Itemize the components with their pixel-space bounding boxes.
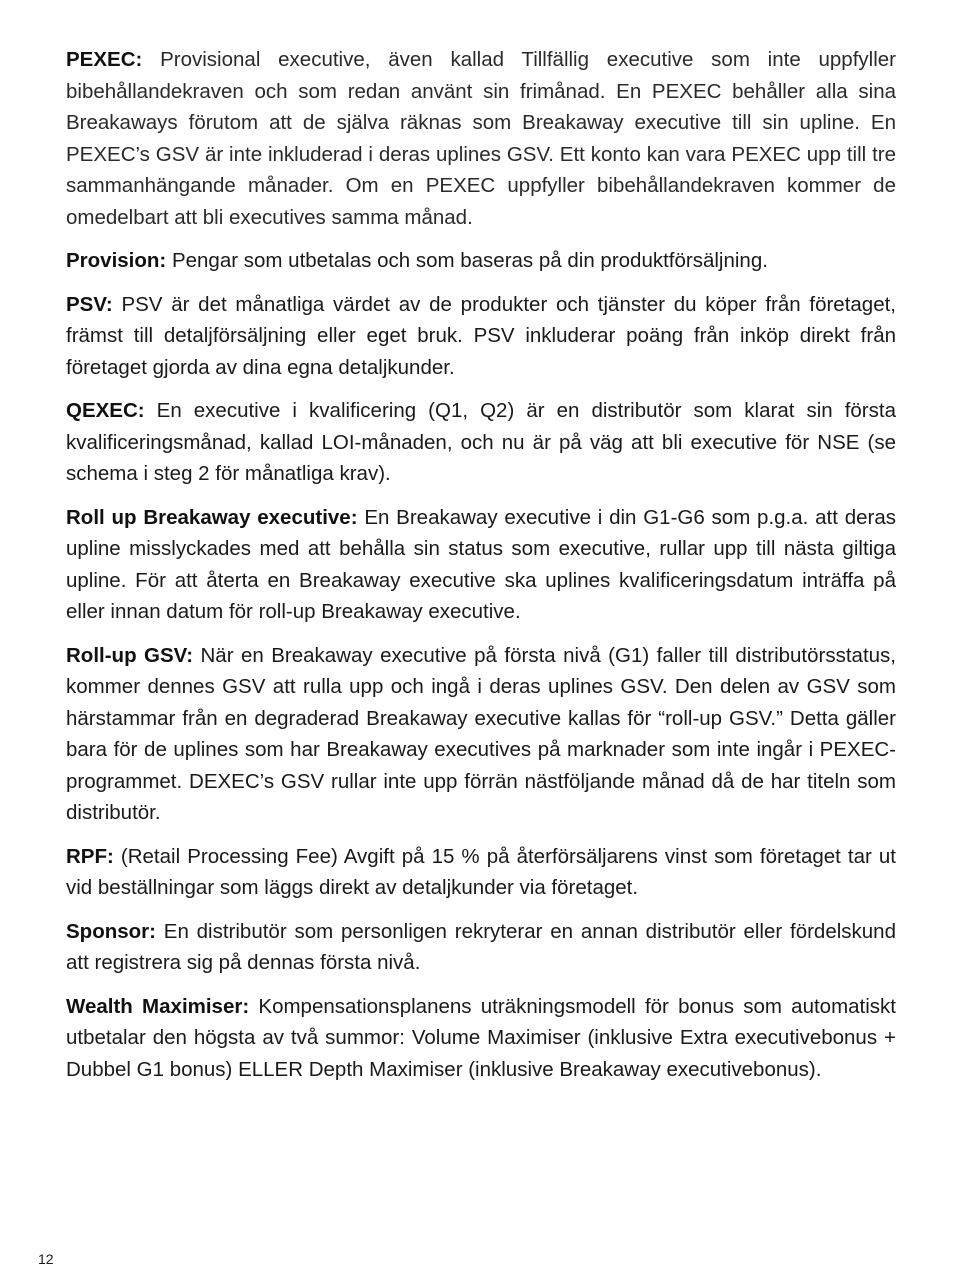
glossary-term: QEXEC:: [66, 399, 145, 422]
glossary-term: Roll-up GSV:: [66, 643, 194, 667]
glossary-term: PEXEC:: [66, 48, 143, 71]
glossary-definition: En Breakaway executive i din G1-G6 som p.g.a. att deras upline misslyckades med att behålla sin status som executive, rullar upp till nästa giltiga upline. För att återta en Breakaway executive ska uplines kvalificeringsdatum inträffa på eller innan datum för roll-up Breakaway executive.: [66, 505, 896, 623]
glossary-entry-provision: [66, 245, 896, 277]
glossary-entry-qexec: [66, 395, 896, 490]
glossary-definition: En distributör som personligen rekryterar en annan distributör eller fördelskund att registrera sig på dennas första nivå.: [66, 919, 896, 974]
glossary-definition: Kompensationsplanens uträkningsmodell för bonus som automatiskt utbetalar den högsta av två summor: Volume Maximiser (inklusive Extra executivebonus + Dubbel G1 bonus) ELLER Depth Maximiser (inklusive Breakaway executivebonus).: [66, 994, 896, 1081]
glossary-term: PSV:: [66, 292, 113, 316]
glossary-entry-rpf: [66, 841, 896, 904]
glossary-entry-psv: [66, 289, 896, 384]
glossary-entry-roll-up-breakaway: [66, 502, 896, 628]
glossary-definition: En executive i kvalificering (Q1, Q2) är en distributör som klarat sin första kvalificeringsmånad, kallad LOI-månaden, och nu är på väg att bli executive för NSE (se schema i steg 2 för månatliga krav).: [66, 399, 896, 485]
glossary-definition: Pengar som utbetalas och som baseras på din produktförsäljning.: [166, 249, 768, 272]
glossary-term: Provision:: [66, 249, 167, 272]
glossary-definition: Provisional executive, även kallad Tillfällig executive som inte uppfyller bibehållandekraven och som redan använt sin frimånad. En PEXEC behåller alla sina Breakaways förutom att de själva räknas som Breakaway executive till sin upline. En PEXEC’s GSV är inte inkluderad i deras uplines GSV. Ett konto kan vara PEXEC upp till tre sammanhängande månader. Om en PEXEC uppfyller bibehållandekraven kommer de omedelbart att bli executives samma månad.: [66, 48, 896, 229]
glossary-term: RPF:: [66, 844, 114, 868]
glossary-entry-sponsor: [66, 916, 896, 979]
glossary-definition: PSV är det månatliga värdet av de produkter och tjänster du köper från företaget, främst till detaljförsäljning eller eget bruk. PSV inkluderar poäng från inköp direkt från företaget gjorda av dina egna detaljkunder.: [66, 292, 896, 379]
glossary-term: Roll up Breakaway executive:: [66, 505, 358, 529]
glossary-term: Sponsor:: [66, 919, 156, 943]
glossary-page: [66, 44, 896, 1097]
glossary-entry-pexec: [66, 44, 896, 233]
glossary-entry-wealth-maximiser: [66, 991, 896, 1086]
page-number: 12: [38, 1251, 54, 1267]
glossary-term: Wealth Maximiser:: [66, 994, 250, 1018]
glossary-entry-roll-up-gsv: [66, 640, 896, 829]
glossary-definition: (Retail Processing Fee) Avgift på 15 % på återförsäljarens vinst som företaget tar ut vid beställningar som läggs direkt av detaljkunder via företaget.: [66, 844, 896, 899]
glossary-definition: När en Breakaway executive på första nivå (G1) faller till distributörsstatus, kommer dennes GSV att rulla upp och ingå i deras uplines GSV. Den delen av GSV som härstammar från en degraderad Breakaway executive kallas för “roll-up GSV.” Detta gäller bara för de uplines som har Breakaway executives på marknader som inte ingår i PEXEC-programmet. DEXEC’s GSV rullar inte upp förrän nästföljande månad då de har titeln som distributör.: [66, 643, 896, 824]
